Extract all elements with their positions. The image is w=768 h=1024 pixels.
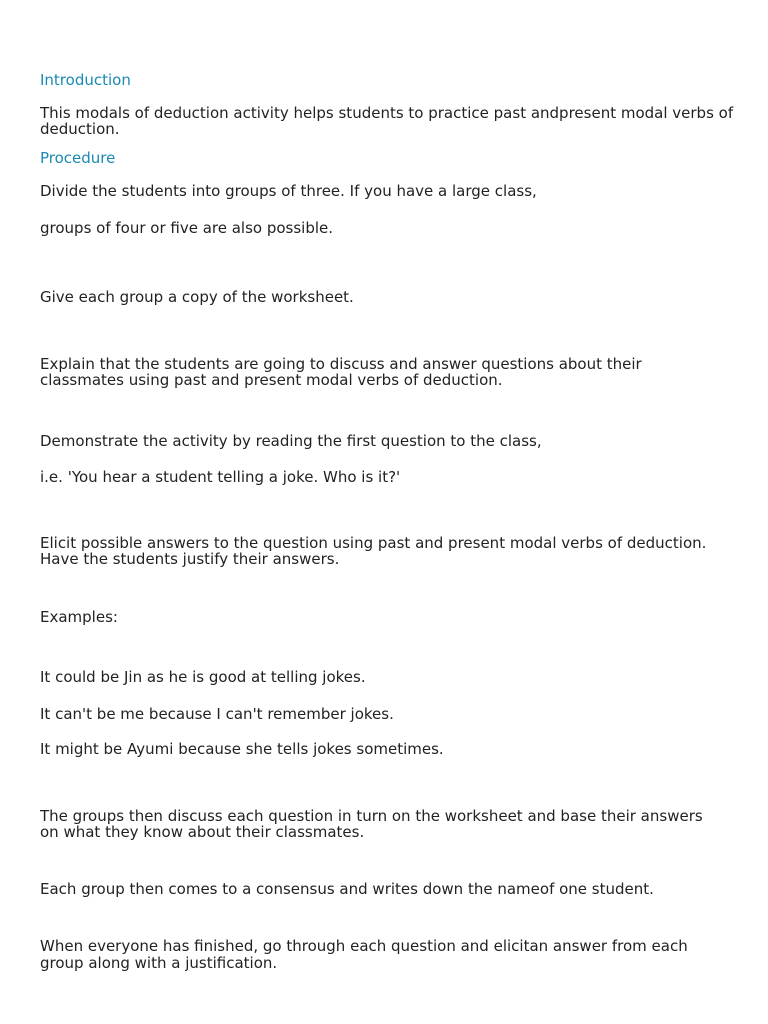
procedure-step-1: Divide the students into groups of three. If you have a large class, — [40, 182, 537, 200]
intro-text-line-2: deduction. — [40, 120, 120, 138]
procedure-step-2: groups of four or five are also possible. — [40, 219, 334, 237]
procedure-step-7-line-1: Elicit possible answers to the question using past and present modal verbs of deduction. — [40, 534, 707, 552]
example-3: It might be Ayumi because she tells jokes sometimes. — [40, 740, 444, 758]
procedure-step-3: Give each group a copy of the worksheet. — [40, 288, 354, 306]
procedure-step-8-line-2: on what they know about their classmates. — [40, 823, 365, 841]
intro-text-line-1: This modals of deduction activity helps students to practice past andpresent modal verbs of — [40, 104, 734, 122]
example-1: It could be Jin as he is good at telling jokes. — [40, 668, 366, 686]
introduction-heading: Introduction — [40, 71, 131, 89]
procedure-step-6: i.e. 'You hear a student telling a joke. Who is it?' — [40, 468, 401, 486]
procedure-step-9: Each group then comes to a consensus and writes down the nameof one student. — [40, 880, 654, 898]
procedure-heading: Procedure — [40, 149, 116, 167]
example-2: It can't be me because I can't remember jokes. — [40, 705, 394, 723]
procedure-step-7-line-2: Have the students justify their answers. — [40, 550, 340, 568]
procedure-step-10-line-1: When everyone has finished, go through each question and elicitan answer from each — [40, 937, 688, 955]
procedure-step-10-line-2: group along with a justification. — [40, 954, 278, 972]
procedure-step-8-line-1: The groups then discuss each question in turn on the worksheet and base their answers — [40, 807, 703, 825]
procedure-step-4-line-1: Explain that the students are going to discuss and answer questions about their — [40, 355, 642, 373]
procedure-step-5: Demonstrate the activity by reading the first question to the class, — [40, 432, 542, 450]
examples-label: Examples: — [40, 608, 118, 626]
procedure-step-4-line-2: classmates using past and present modal verbs of deduction. — [40, 371, 503, 389]
